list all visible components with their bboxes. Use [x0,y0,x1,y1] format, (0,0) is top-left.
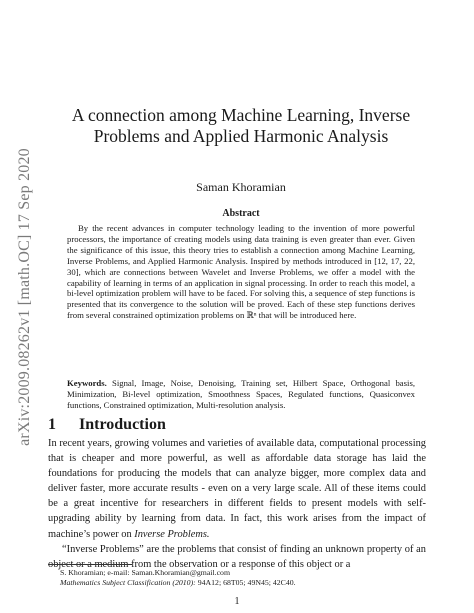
msc-label: Mathematics Subject Classification (2010): [60,577,196,587]
title-line-1: A connection among Machine Learning, Inverse [71,105,411,125]
paper-title [48,105,434,147]
introduction-body [48,436,426,572]
author-email-footnote: S. Khoramian; e-mail: Saman.Khoramian@gmail.com [60,568,231,577]
keywords-text: Signal, Image, Noise, Denoising, Training set, Hilbert Space, Orthogonal basis, Minimization, Bi-level optimization, Smoothness Spaces, Regulated functions, Quasiconvex functions, Constrained optimization, Multi-resolution analysis. [67,378,415,410]
msc-codes: 94A12; 68T05; 49N45; 42C40. [197,577,296,587]
abstract-text: By the recent advances in computer technology leading to the invention of more powerful processors, the importance of creating models using data training is even greater than ever. Given the significance of this issue, this theory tries to establish a connection among Machine Learning, Inverse Problems, and Applied Harmonic Analysis. Inspired by methods introduced in [12, 17, 22, 30], which are connections between Wavelet and Inverse Problems, we offer a model with the capability of learning in terms of an application in signal processing. In order to reach this model, a bi-level optimization problem will have to be faced. For solving this, a sequence of step functions is presented that its convergence to the solution will be proved. Each of these step functions derives from several constrained optimization problems on ℝⁿ that will be introduced here. [67,223,415,321]
section-title: Introduction [79,416,166,433]
title-line-2: Problems and Applied Harmonic Analysis [93,126,389,146]
section-number: 1 [48,416,56,433]
abstract-body [67,223,415,321]
author-name: Saman Khoramian [196,180,286,194]
section-heading [48,416,166,434]
abstract-heading: Abstract [222,208,260,219]
intro-paragraph-1 [48,436,426,542]
page-number: 1 [234,596,240,607]
keywords-block [67,378,415,411]
inverse-problems-emphasis: Inverse Problems. [134,528,210,540]
footnotes [48,568,426,588]
arxiv-stamp [15,134,35,460]
footnote-rule [48,564,132,565]
keywords-label: Keywords. [67,378,107,388]
arxiv-identifier: arXiv:2009.08262v1 [math.OC] 17 Sep 2020 [16,148,33,446]
msc-footnote [48,578,426,588]
intro-paragraph-2: “Inverse Problems” are the problems that consist of finding an unknown property of an object or a medium from the observation or a response of this object or a [48,543,426,570]
intro-paragraph-1-text: In recent years, growing volumes and varieties of available data, computational processing that is cheaper and more powerful, as well as affordable data storage has laid the foundations for producing the models that can analyze bigger, more complex data and deliver faster, more accurate results - even on a very large scale. All of these items could be a great incentive for researchers in different fields to present models with self-upgrading ability by learning from data. In fact, this work arises from the impact of machine’s power on [48,438,426,540]
